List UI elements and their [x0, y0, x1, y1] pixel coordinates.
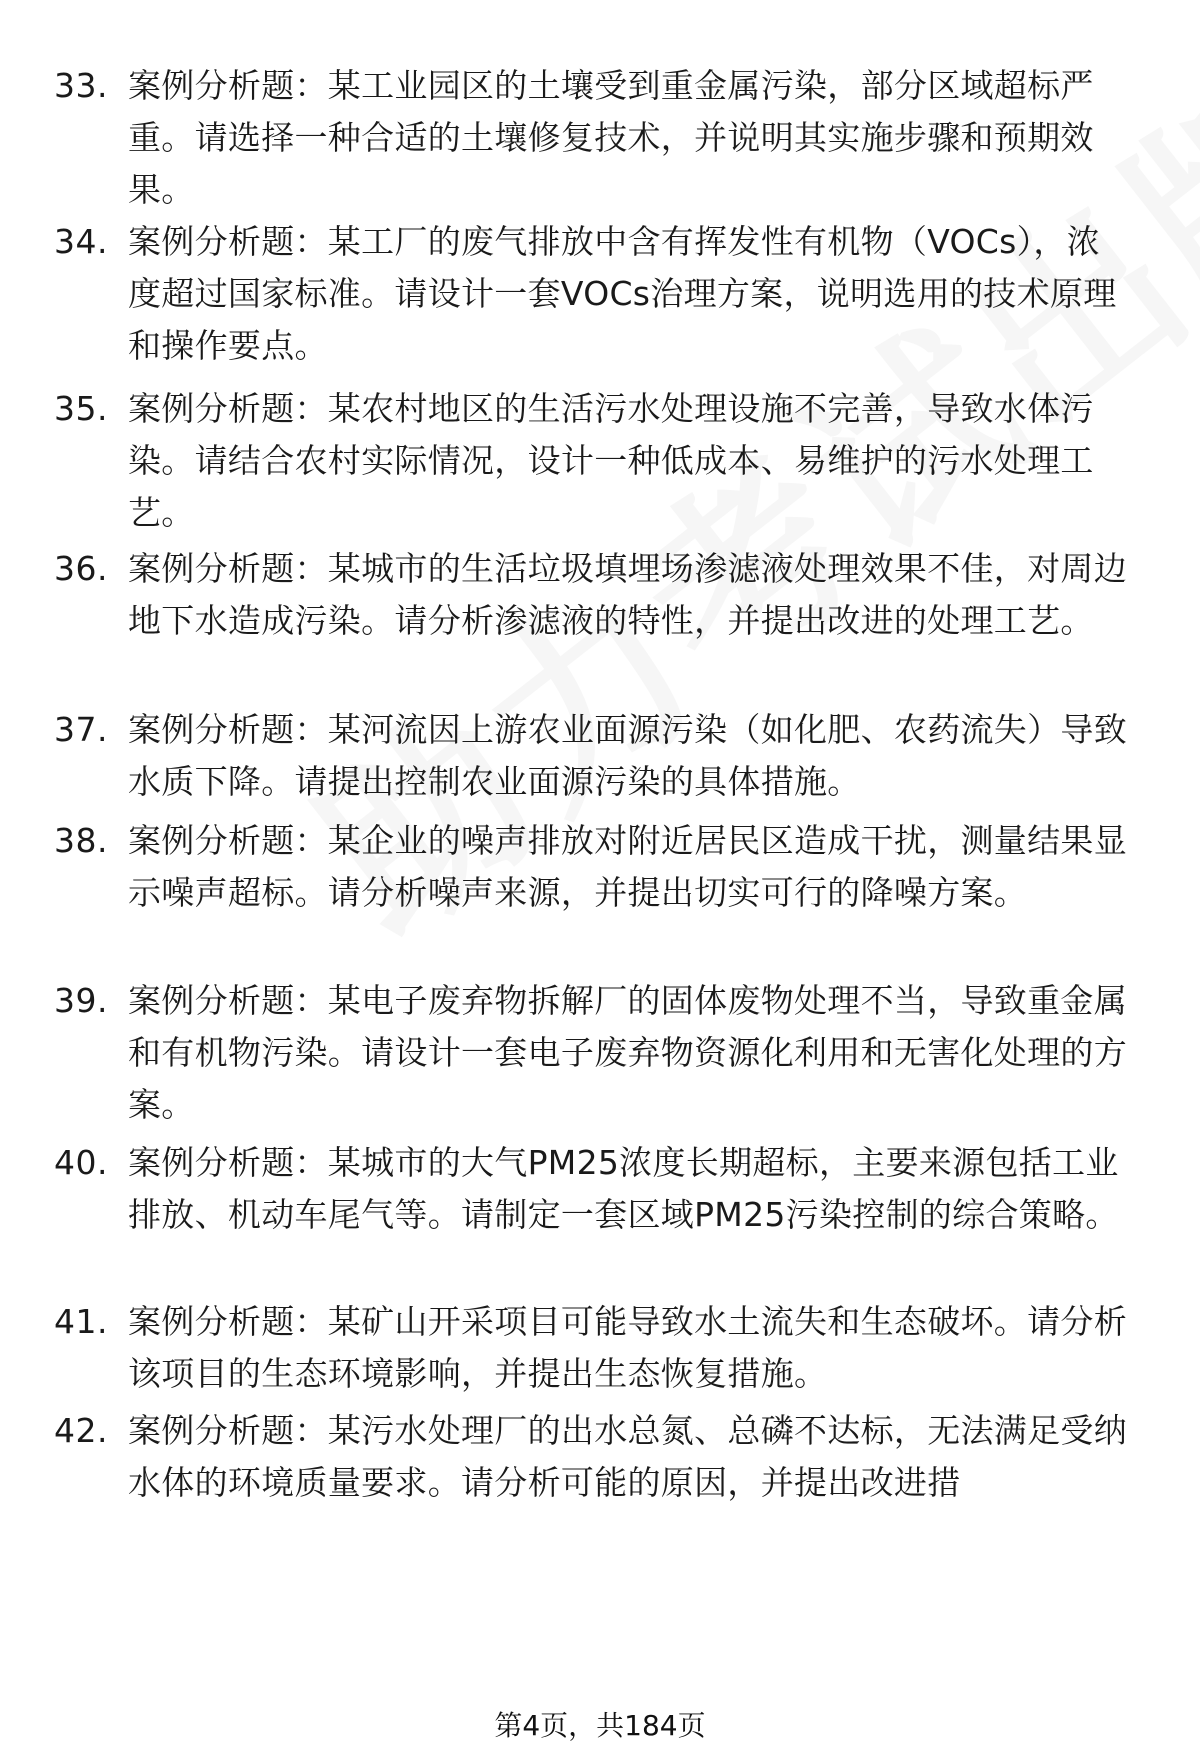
question-text: 案例分析题：某工业园区的土壤受到重金属污染，部分区域超标严重。请选择一种合适的土壤修复技术，并说明其实施步骤和预期效果。	[128, 66, 1094, 209]
question-number: 33.	[54, 66, 108, 105]
question-text: 案例分析题：某城市的大气PM25浓度长期超标，主要来源包括工业排放、机动车尾气等。请制定一套区域PM25污染控制的综合策略。	[128, 1143, 1119, 1234]
question-item	[54, 1137, 1154, 1241]
question-item	[54, 1405, 1154, 1509]
question-text: 案例分析题：某企业的噪声排放对附近居民区造成干扰，测量结果显示噪声超标。请分析噪声来源，并提出切实可行的降噪方案。	[128, 821, 1127, 912]
question-number: 40.	[54, 1143, 108, 1182]
question-number: 37.	[54, 710, 108, 749]
question-item	[54, 543, 1154, 647]
question-text: 案例分析题：某工厂的废气排放中含有挥发性有机物（VOCs），浓度超过国家标准。请设计一套VOCs治理方案，说明选用的技术原理和操作要点。	[128, 222, 1117, 365]
question-number: 41.	[54, 1302, 108, 1341]
question-item	[54, 60, 1154, 216]
question-number: 35.	[54, 389, 108, 428]
question-item	[54, 704, 1154, 808]
question-text: 案例分析题：某污水处理厂的出水总氮、总磷不达标，无法满足受纳水体的环境质量要求。请分析可能的原因，并提出改进措	[128, 1411, 1127, 1502]
question-number: 42.	[54, 1411, 108, 1450]
question-text: 案例分析题：某城市的生活垃圾填埋场渗滤液处理效果不佳，对周边地下水造成污染。请分析渗滤液的特性，并提出改进的处理工艺。	[128, 549, 1127, 640]
question-item	[54, 216, 1154, 372]
question-text: 案例分析题：某农村地区的生活污水处理设施不完善，导致水体污染。请结合农村实际情况，设计一种低成本、易维护的污水处理工艺。	[128, 389, 1094, 532]
question-item	[54, 975, 1154, 1131]
question-number: 36.	[54, 549, 108, 588]
question-number: 39.	[54, 981, 108, 1020]
question-number: 34.	[54, 222, 108, 261]
question-item	[54, 1296, 1154, 1400]
question-text: 案例分析题：某矿山开采项目可能导致水土流失和生态破坏。请分析该项目的生态环境影响，并提出生态恢复措施。	[128, 1302, 1127, 1393]
question-text: 案例分析题：某电子废弃物拆解厂的固体废物处理不当，导致重金属和有机物污染。请设计一套电子废弃物资源化利用和无害化处理的方案。	[128, 981, 1127, 1124]
question-item	[54, 815, 1154, 919]
question-number: 38.	[54, 821, 108, 860]
question-item	[54, 383, 1154, 539]
question-text: 案例分析题：某河流因上游农业面源污染（如化肥、农药流失）导致水质下降。请提出控制农业面源污染的具体措施。	[128, 710, 1127, 801]
page-footer: 第4页，共184页	[494, 1709, 706, 1742]
